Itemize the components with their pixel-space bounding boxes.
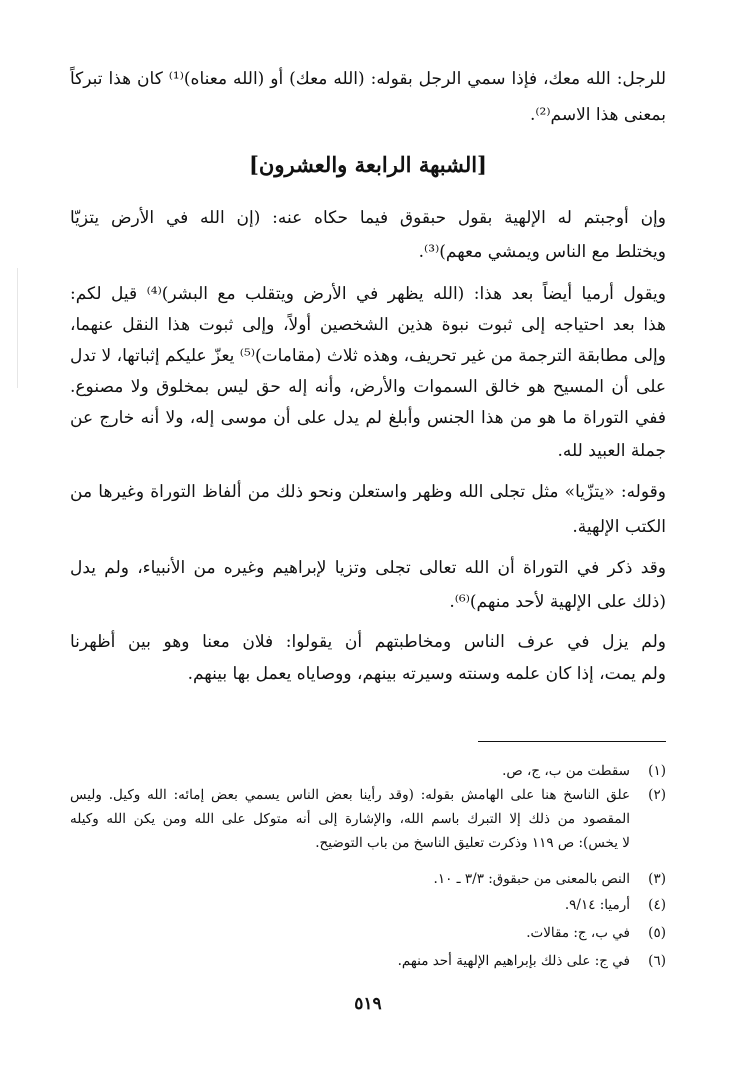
footnote-4 (565, 894, 666, 916)
footnote-number: (٤) (648, 897, 666, 913)
footnote-number: (١) (648, 763, 666, 779)
body-line-13: وقد ذكر في التوراة أن الله تعالى تجلى وتزيا لإبراهيم وغيره من الأنبياء، ولم يدل (70, 558, 666, 578)
footnote-number: (٣) (648, 871, 666, 887)
body-line-9: ففي التوراة ما هو من هذا الجنس وأبلغ لم يدل على أن موسى إله، ولا أنه خارج عن (70, 408, 666, 428)
page-number: ٥١٩ (354, 994, 382, 1014)
footnote-text: في ج: على ذلك بإبراهيم الإلهية أحد منهم. (397, 953, 630, 969)
body-line-11: وقوله: «يتزّيا» مثل تجلى الله وظهر واستعلن ونحو ذلك من ألفاظ التوراة وغيرها من (70, 482, 666, 502)
footnote-number: (٢) (648, 787, 666, 803)
body-line-12: الكتب الإلهية. (572, 517, 666, 537)
body-line-16: ولم يمت، إذا كان علمه وسنته وسيرته بينهم، ووصاياه يعمل بها بينهم. (187, 664, 666, 684)
body-line-15: ولم يزل في عرف الناس ومخاطبتهم أن يقولوا: فلان معنا وهو بين أظهرنا (70, 632, 666, 652)
footnote-2-line-2: المقصود من ذلك إلا التبرك باسم الله، والإشارة إلى أنه متوكل على الله ومن يكن الله وكيله (70, 811, 630, 827)
body-line-4: ويختلط مع الناس ويمشي معهم)⁽³⁾. (418, 242, 666, 262)
body-line-8: على أن المسيح هو خالق السموات والأرض، وأنه إله حق ليس بمخلوق ولا مصنوع. (70, 377, 666, 397)
footnote-text: النص بالمعنى من حبقوق: ٣/٣ ـ ١٠. (433, 871, 630, 887)
footnote-number: (٥) (648, 925, 666, 941)
footnote-text: أرميا: ٩/١٤. (564, 897, 630, 913)
body-line-6: هذا بعد احتياجه إلى ثبوت نبوة هذين الشخصين أولاً، وإلى ثبوت هذا النقل عنهما، (70, 315, 666, 335)
footnote-1 (502, 760, 666, 782)
footnote-text: سقطت من ب، ج، ص. (502, 763, 630, 779)
section-heading: [الشبهة الرابعة والعشرون] (248, 152, 487, 177)
footnote-2 (70, 784, 666, 806)
footnote-5 (526, 922, 666, 944)
footnote-number: (٦) (648, 953, 666, 969)
body-line-1: للرجل: الله معك، فإذا سمي الرجل بقوله: (الله معك) أو (الله معناه)⁽¹⁾ كان هذا تبركاً (70, 69, 666, 89)
footnote-6 (398, 950, 666, 972)
body-line-14: (ذلك على الإلهية لأحد منهم)⁽⁶⁾. (449, 592, 666, 612)
body-line-10: جملة العبيد لله. (557, 441, 666, 461)
footnote-separator (478, 741, 666, 742)
footnote-text: في ب، ج: مقالات. (526, 925, 630, 941)
body-line-2: بمعنى هذا الاسم⁽²⁾. (529, 105, 666, 125)
body-line-3: وإن أوجبتم له الإلهية بقول حبقوق فيما حكاه عنه: (إن الله في الأرض يتزيّا (70, 208, 666, 228)
body-line-7: وإلى مطابقة الترجمة من غير تحريف، وهذه ثلاث (مقامات)⁽⁵⁾ يعزّ عليكم إثباتها، لا تدل (70, 346, 666, 366)
scan-margin-mark (17, 268, 18, 388)
footnote-text: علق الناسخ هنا على الهامش بقوله: (وقد رأينا بعض الناس يسمي بعض إمائه: الله وكيل. وليس (70, 787, 630, 803)
footnote-3 (434, 868, 666, 890)
footnote-2-line-3: لا يخس): ص ١١٩ وذكرت تعليق الناسخ من باب التوضيح. (315, 835, 630, 851)
body-line-5: ويقول أرميا أيضاً بعد هذا: (الله يظهر في الأرض ويتقلب مع البشر)⁽⁴⁾ قيل لكم: (70, 284, 666, 304)
